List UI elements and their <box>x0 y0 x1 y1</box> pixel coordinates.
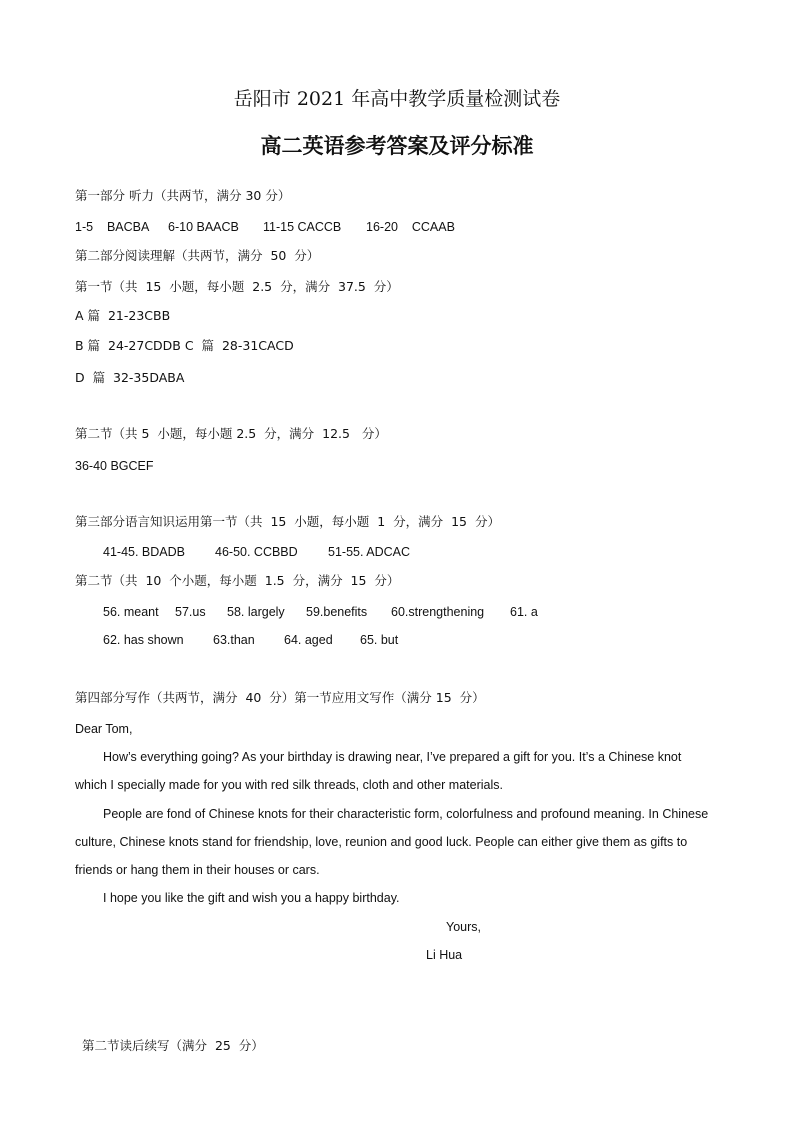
answer-key-title: 高二英语参考答案及评分标准 <box>260 134 534 158</box>
grammar-answer-58: 58. largely <box>227 605 285 619</box>
letter-paragraph-2: People are fond of Chinese knots for their characteristic form, colorfulness and profound meaning. In Chinese culture, Chinese knots stand for friendship, love, reunion and good luck. People can either give them as gifts to friends or hang them in their houses or cars. <box>75 807 709 877</box>
passage-a-answers: A 篇 21-23CBB <box>75 308 171 323</box>
cloze-answers-3: 51-55. ADCAC <box>328 545 410 559</box>
grammar-answer-64: 64. aged <box>284 633 333 647</box>
part2-section2-answers: 36-40 BGCEF <box>75 459 154 473</box>
exam-title: 岳阳市 2021 年高中教学质量检测试卷 <box>233 88 561 110</box>
part4-title: 第四部分写作（共两节，满分 40 分）第一节应用文写作（满分 15 分） <box>75 690 485 705</box>
grammar-answer-59: 59.benefits <box>306 605 368 619</box>
listening-answers-1: 1-5 BACBA <box>75 220 150 234</box>
part2-title: 第二部分阅读理解（共两节，满分 50 分） <box>75 248 320 263</box>
grammar-answer-60: 60.strengthening <box>391 605 485 619</box>
grammar-answer-57: 57.us <box>175 605 206 619</box>
passage-bc-answers: B 篇 24-27CDDB C 篇 28-31CACD <box>75 338 294 353</box>
letter-paragraph-3: I hope you like the gift and wish you a happy birthday. <box>103 891 400 905</box>
grammar-answer-63: 63.than <box>213 633 255 647</box>
part4-section2-title: 第二节读后续写（满分 25 分） <box>82 1038 264 1053</box>
listening-answers-3: 11-15 CACCB <box>263 220 342 234</box>
letter-closing: Yours, <box>446 920 481 934</box>
grammar-answer-62: 62. has shown <box>103 633 184 647</box>
grammar-answer-61: 61. a <box>510 605 538 619</box>
cloze-answers-1: 41-45. BDADB <box>103 545 185 559</box>
part2-section2-title: 第二节（共 5 小题，每小题 2.5 分，满分 12.5 分） <box>75 426 387 441</box>
grammar-answer-65: 65. but <box>360 633 399 647</box>
part1-title: 第一部分 听力（共两节，满分 30 分） <box>75 188 291 203</box>
cloze-answers-2: 46-50. CCBBD <box>215 545 298 559</box>
passage-d-answers: D 篇 32-35DABA <box>75 370 185 385</box>
letter-signature: Li Hua <box>426 948 463 962</box>
part3-title: 第三部分语言知识运用第一节（共 15 小题，每小题 1 分，满分 15 分） <box>75 514 500 529</box>
listening-answers-2: 6-10 BAACB <box>168 220 239 234</box>
listening-answers-4: 16-20 CCAAB <box>366 220 455 234</box>
letter-paragraph-1: How’s everything going? As your birthday is drawing near, I’ve prepared a gift for you. It’s a Chinese knot which I specially made for you with red silk threads, cloth and other materials. <box>75 750 682 792</box>
part3-section2-title: 第二节（共 10 个小题，每小题 1.5 分，满分 15 分） <box>75 573 400 588</box>
grammar-answer-56: 56. meant <box>103 605 159 619</box>
part2-section1-title: 第一节（共 15 小题，每小题 2.5 分，满分 37.5 分） <box>75 279 399 294</box>
letter-greeting: Dear Tom, <box>75 722 133 736</box>
